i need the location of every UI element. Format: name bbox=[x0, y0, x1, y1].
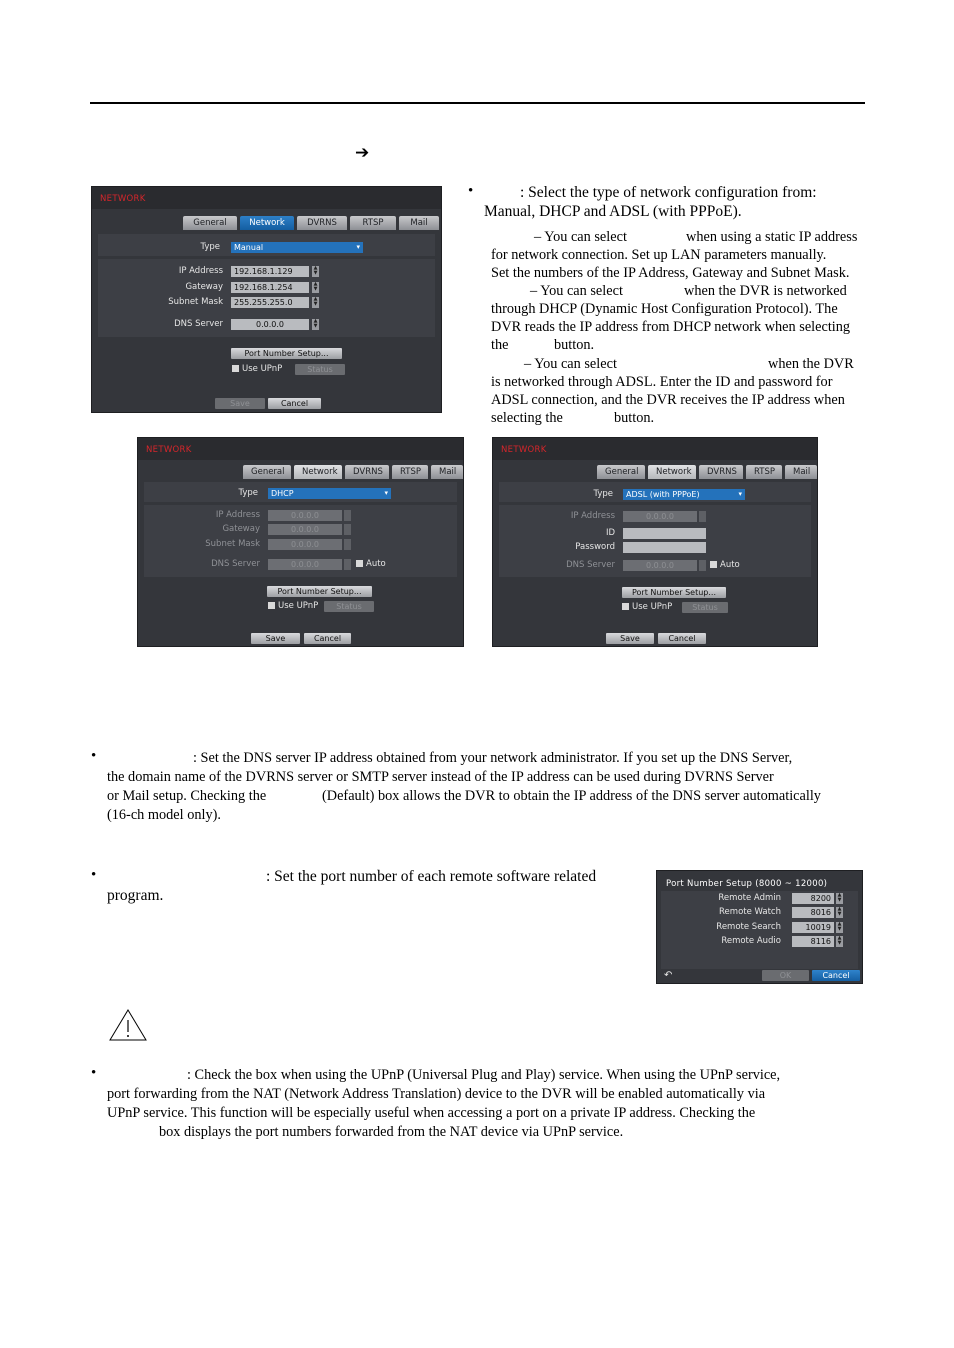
dns-desc-l1: : Set the DNS server IP address obtained from your network administrator. If you set up the DNS Server, bbox=[193, 750, 793, 766]
tab-dvrns[interactable]: DVRNS bbox=[345, 465, 389, 479]
header-rule bbox=[90, 102, 865, 104]
upnp-desc-l1: : Check the box when using the UPnP (Universal Plug and Play) service. When using the UPnP service, bbox=[187, 1067, 781, 1083]
subnet-field: 0.0.0.0 bbox=[268, 539, 342, 550]
port-number-setup-button[interactable]: Port Number Setup... bbox=[622, 587, 726, 598]
use-upnp-checkbox[interactable] bbox=[268, 601, 318, 611]
warning-icon bbox=[108, 1008, 148, 1042]
type-value: ADSL (with PPPoE) bbox=[626, 490, 700, 499]
dialog-title: Port Number Setup (8000 ~ 12000) bbox=[666, 879, 828, 889]
ip-field: 0.0.0.0 bbox=[623, 511, 697, 522]
remote-search-spinner[interactable]: ▲ ▼ bbox=[837, 921, 842, 932]
dropdown-arrow-icon: ▾ bbox=[356, 243, 360, 251]
port-number-dialog bbox=[656, 870, 863, 984]
status-button[interactable]: Status bbox=[324, 601, 374, 612]
screen-title: NETWORK bbox=[501, 445, 547, 455]
network-screen-adsl bbox=[492, 437, 818, 647]
checkbox-box bbox=[232, 365, 239, 372]
bullet: • bbox=[91, 867, 97, 883]
network-screen-manual bbox=[91, 186, 442, 413]
ip-spinner bbox=[699, 511, 706, 522]
dhcp-desc-l1b: when the DVR is networked bbox=[684, 283, 847, 299]
dns-spinner[interactable]: ▲ ▼ bbox=[313, 318, 318, 329]
tab-mail[interactable]: Mail bbox=[785, 465, 817, 479]
ip-field: 0.0.0.0 bbox=[268, 510, 342, 521]
dns-label: DNS Server bbox=[211, 559, 260, 569]
tab-general[interactable]: General bbox=[243, 465, 291, 479]
subnet-spinner[interactable]: ▲ ▼ bbox=[313, 296, 318, 307]
subnet-label: Subnet Mask bbox=[168, 297, 223, 307]
remote-admin-field[interactable]: 8200 bbox=[792, 893, 834, 904]
dhcp-desc-l2: through DHCP (Dynamic Host Configuration Protocol). The bbox=[491, 301, 838, 317]
type-desc-line1: : Select the type of network configuration from: bbox=[520, 184, 817, 201]
remote-audio-field[interactable]: 8116 bbox=[792, 936, 834, 947]
dhcp-desc-l3: DVR reads the IP address from DHCP network when selecting bbox=[491, 319, 851, 335]
checkbox-box bbox=[356, 560, 363, 567]
use-upnp-checkbox[interactable] bbox=[622, 602, 672, 612]
adsl-desc-l3: ADSL connection, and the DVR receives the IP address when bbox=[491, 392, 845, 408]
gateway-field: 0.0.0.0 bbox=[268, 524, 342, 535]
save-button[interactable]: Save bbox=[215, 398, 265, 409]
bullet: • bbox=[91, 748, 97, 764]
bullet: • bbox=[468, 183, 474, 199]
remote-audio-spinner[interactable]: ▲ ▼ bbox=[837, 935, 842, 946]
manual-desc-l2: for network connection. Set up LAN parameters manually. bbox=[491, 247, 827, 263]
use-upnp-label: Use UPnP bbox=[632, 602, 673, 612]
tab-bar bbox=[240, 465, 463, 479]
ip-label: IP Address bbox=[178, 266, 223, 276]
save-button[interactable]: Save bbox=[606, 633, 654, 644]
ip-spinner[interactable]: ▲ ▼ bbox=[313, 265, 318, 276]
gateway-label: Gateway bbox=[185, 282, 223, 292]
type-value: Manual bbox=[234, 243, 264, 252]
adsl-desc-l2: is networked through ADSL. Enter the ID and password for bbox=[491, 374, 833, 390]
use-upnp-label: Use UPnP bbox=[242, 364, 283, 374]
type-label: Type bbox=[593, 489, 613, 499]
tab-network[interactable]: Network bbox=[240, 216, 294, 230]
dns-field[interactable]: 0.0.0.0 bbox=[231, 319, 309, 330]
gateway-spinner[interactable]: ▲ ▼ bbox=[313, 281, 318, 292]
dns-desc-l3a: or Mail setup. Checking the bbox=[107, 788, 267, 804]
status-button[interactable]: Status bbox=[682, 602, 728, 613]
ip-spinner bbox=[344, 510, 351, 521]
tab-network[interactable]: Network bbox=[294, 465, 342, 479]
use-upnp-checkbox[interactable] bbox=[232, 364, 282, 374]
checkbox-box bbox=[710, 561, 717, 568]
remote-admin-spinner[interactable]: ▲ ▼ bbox=[837, 892, 842, 903]
dhcp-desc-l1a: – You can select bbox=[530, 283, 623, 299]
upnp-desc-l2: port forwarding from the NAT (Network Address Translation) device to the DVR will be enabled automatically via bbox=[107, 1086, 766, 1102]
subnet-field[interactable]: 255.255.255.0 bbox=[231, 297, 309, 308]
type-label: Type bbox=[200, 242, 220, 252]
manual-desc-l1b: when using a static IP address bbox=[686, 229, 858, 245]
remote-search-label: Remote Search bbox=[716, 922, 781, 932]
type-value: DHCP bbox=[271, 489, 294, 498]
type-desc-line2: Manual, DHCP and ADSL (with PPPoE). bbox=[484, 203, 742, 220]
tab-rtsp[interactable]: RTSP bbox=[350, 216, 396, 230]
gateway-field[interactable]: 192.168.1.254 bbox=[231, 282, 309, 293]
id-field[interactable] bbox=[623, 528, 706, 539]
id-label: ID bbox=[605, 528, 615, 538]
dns-label: DNS Server bbox=[566, 560, 615, 570]
use-upnp-label: Use UPnP bbox=[278, 601, 319, 611]
tab-network[interactable]: Network bbox=[648, 465, 696, 479]
dropdown-arrow-icon: ▾ bbox=[738, 490, 742, 498]
manual-desc-l1a: – You can select bbox=[534, 229, 627, 245]
dns-spinner bbox=[699, 560, 706, 571]
remote-watch-label: Remote Watch bbox=[719, 907, 781, 917]
auto-label: Auto bbox=[366, 559, 386, 569]
cancel-button[interactable]: Cancel bbox=[658, 633, 706, 644]
dns-label: DNS Server bbox=[174, 319, 223, 329]
tab-general[interactable]: General bbox=[183, 216, 237, 230]
adsl-desc-l1b: when the DVR bbox=[768, 356, 854, 372]
password-label: Password bbox=[575, 542, 615, 552]
manual-desc-l3: Set the numbers of the IP Address, Gateway and Subnet Mask. bbox=[491, 265, 850, 281]
ok-button[interactable]: OK bbox=[762, 970, 809, 981]
dns-field: 0.0.0.0 bbox=[623, 560, 697, 571]
tab-bar bbox=[180, 216, 439, 230]
gateway-spinner bbox=[344, 524, 351, 535]
back-arrow-icon[interactable]: ↶ bbox=[664, 970, 673, 981]
dns-auto-checkbox[interactable] bbox=[710, 560, 740, 570]
bullet: • bbox=[91, 1065, 97, 1081]
status-button[interactable]: Status bbox=[295, 364, 345, 375]
ip-field[interactable]: 192.168.1.129 bbox=[231, 266, 309, 277]
network-screen-dhcp bbox=[137, 437, 464, 647]
dns-auto-checkbox[interactable] bbox=[356, 559, 386, 569]
adsl-desc-l4a: selecting the bbox=[491, 410, 563, 426]
dhcp-desc-l4a: the bbox=[491, 337, 509, 353]
remote-watch-field[interactable]: 8016 bbox=[792, 907, 834, 918]
port-number-setup-button[interactable]: Port Number Setup... bbox=[267, 586, 372, 597]
type-select[interactable] bbox=[231, 242, 363, 253]
dns-field: 0.0.0.0 bbox=[268, 559, 342, 570]
port-desc-l2: program. bbox=[107, 887, 164, 904]
tab-mail[interactable]: Mail bbox=[399, 216, 439, 230]
cancel-button[interactable]: Cancel bbox=[268, 398, 321, 409]
dns-desc-l3b: (Default) box allows the DVR to obtain the IP address of the DNS server automatically bbox=[322, 788, 821, 804]
adsl-desc-l4b: button. bbox=[614, 410, 655, 426]
port-number-setup-button[interactable]: Port Number Setup... bbox=[231, 348, 342, 359]
arrow-right-icon: ➔ bbox=[355, 143, 370, 163]
remote-admin-label: Remote Admin bbox=[718, 893, 781, 903]
tab-bar bbox=[594, 465, 817, 479]
ip-label: IP Address bbox=[570, 511, 615, 521]
tab-dvrns[interactable]: DVRNS bbox=[699, 465, 743, 479]
save-button[interactable]: Save bbox=[251, 633, 300, 644]
cancel-button[interactable]: Cancel bbox=[304, 633, 351, 644]
screen-title: NETWORK bbox=[100, 194, 146, 204]
password-field[interactable] bbox=[623, 542, 706, 553]
dns-spinner bbox=[344, 559, 351, 570]
cancel-button[interactable]: Cancel bbox=[812, 970, 860, 981]
gateway-label: Gateway bbox=[222, 524, 260, 534]
dns-desc-l4: (16-ch model only). bbox=[107, 807, 221, 823]
tab-dvrns[interactable]: DVRNS bbox=[297, 216, 347, 230]
subnet-spinner bbox=[344, 539, 351, 550]
subnet-label: Subnet Mask bbox=[205, 539, 260, 549]
upnp-desc-l3: UPnP service. This function will be especially useful when accessing a port on a private IP address. Checking the bbox=[107, 1105, 756, 1121]
screen-title: NETWORK bbox=[146, 445, 192, 455]
dhcp-desc-l4b: button. bbox=[554, 337, 595, 353]
remote-watch-spinner[interactable]: ▲ ▼ bbox=[837, 906, 842, 917]
adsl-desc-l1a: – You can select bbox=[524, 356, 617, 372]
port-desc-l1: : Set the port number of each remote software related bbox=[266, 868, 597, 885]
checkbox-box bbox=[268, 602, 275, 609]
auto-label: Auto bbox=[720, 560, 740, 570]
type-select[interactable] bbox=[623, 489, 745, 500]
remote-audio-label: Remote Audio bbox=[721, 936, 781, 946]
dropdown-arrow-icon: ▾ bbox=[384, 489, 388, 497]
tab-general[interactable]: General bbox=[597, 465, 645, 479]
dns-desc-l2: the domain name of the DVRNS server or SMTP server instead of the IP address can be used during DVRNS Server bbox=[107, 769, 774, 785]
tab-mail[interactable]: Mail bbox=[431, 465, 463, 479]
ip-label: IP Address bbox=[215, 510, 260, 520]
type-select[interactable] bbox=[268, 488, 391, 499]
checkbox-box bbox=[622, 603, 629, 610]
tab-rtsp[interactable]: RTSP bbox=[392, 465, 428, 479]
tab-rtsp[interactable]: RTSP bbox=[746, 465, 782, 479]
type-label: Type bbox=[238, 488, 258, 498]
upnp-desc-l4: box displays the port numbers forwarded from the NAT device via UPnP service. bbox=[159, 1124, 624, 1140]
remote-search-field[interactable]: 10019 bbox=[792, 922, 834, 933]
